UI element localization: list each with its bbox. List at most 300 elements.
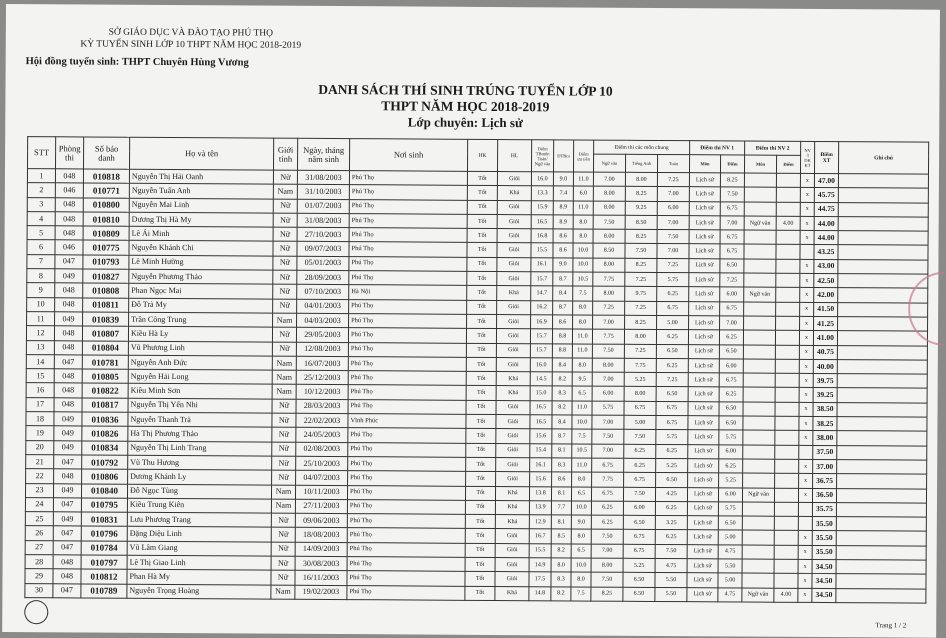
row-stt: 12 bbox=[26, 326, 54, 340]
row-name: Vũ Lâm Giang bbox=[127, 541, 271, 556]
row-xt: 35.50 bbox=[812, 545, 836, 559]
row-nv2-score: 4.00 bbox=[776, 216, 800, 230]
row-priority: 6.5 bbox=[571, 486, 591, 500]
row-nv2-score bbox=[775, 416, 799, 430]
row-pob: Phú Thọ bbox=[349, 256, 467, 271]
row-priority: 11.0 bbox=[573, 201, 593, 215]
row-pob: Phú Thọ bbox=[347, 571, 465, 586]
row-hk: Tốt bbox=[467, 300, 497, 314]
row-literature: 7.50 bbox=[591, 572, 623, 586]
row-name: Nguyễn Thị Yến Nhi bbox=[128, 398, 272, 413]
row-nv1-score: 7.00 bbox=[720, 216, 744, 230]
row-math: 6.25 bbox=[655, 501, 687, 515]
row-hk: Tốt bbox=[466, 472, 496, 486]
row-math: 7.25 bbox=[657, 258, 689, 272]
row-nv2-subject bbox=[743, 345, 775, 359]
row-hl: Giỏi bbox=[497, 229, 531, 244]
row-note bbox=[837, 417, 927, 432]
row-name: Nguyễn Thị Linh Trang bbox=[128, 441, 272, 456]
row-stt: 16 bbox=[26, 383, 54, 397]
row-stt: 15 bbox=[26, 369, 54, 383]
results-table bbox=[24, 136, 929, 603]
row-hk: Tốt bbox=[466, 400, 496, 414]
row-nv1-score: 4.75 bbox=[718, 587, 742, 601]
row-literature: 7.00 bbox=[593, 172, 625, 186]
row-tbcm: 16.5 bbox=[531, 215, 553, 229]
row-english: 5.25 bbox=[624, 372, 656, 386]
row-nv1-score: 7.00 bbox=[720, 316, 744, 330]
row-nv2-subject bbox=[743, 459, 775, 473]
row-hk: Tốt bbox=[466, 343, 496, 357]
row-dtbcs: 9.0 bbox=[553, 258, 573, 272]
row-nv1-score: 5.75 bbox=[718, 502, 742, 516]
row-nv1-subject: Lịch sử bbox=[688, 359, 719, 373]
row-nv1-subject: Lịch sử bbox=[689, 201, 720, 215]
row-nv2-score bbox=[775, 373, 799, 387]
row-priority: 10.0 bbox=[572, 415, 592, 429]
row-nv2-subject bbox=[743, 359, 775, 373]
row-tbcm: 16.5 bbox=[530, 400, 552, 414]
row-priority: 10.5 bbox=[572, 444, 592, 458]
row-pob: Phú Thọ bbox=[349, 228, 467, 243]
row-name: Nguyễn Trọng Hoàng bbox=[127, 584, 271, 599]
col-sub-english: Tiếng Anh bbox=[625, 154, 657, 172]
row-pob: Hà Nội bbox=[349, 285, 467, 300]
row-priority: 8.0 bbox=[571, 529, 591, 543]
row-literature: 6.75 bbox=[592, 458, 624, 472]
row-math: 5.50 bbox=[655, 587, 687, 601]
row-english: 8.25 bbox=[625, 229, 657, 243]
row-pob: Phú Thọ bbox=[349, 185, 467, 200]
row-room: 046 bbox=[55, 183, 83, 197]
col-hk: HK bbox=[467, 139, 497, 171]
row-room: 048 bbox=[54, 469, 82, 483]
row-note bbox=[838, 188, 928, 203]
row-sbd: 010826 bbox=[82, 426, 128, 441]
row-literature: 8.00 bbox=[593, 258, 625, 272]
row-hk: Tốt bbox=[465, 514, 495, 528]
row-name: Đỗ Ngọc Tùng bbox=[127, 484, 271, 499]
row-tbcm: 16.2 bbox=[531, 300, 553, 314]
row-nv3 bbox=[799, 445, 813, 459]
row-stt: 27 bbox=[25, 540, 53, 554]
row-pob: Phú Thọ bbox=[347, 542, 465, 557]
row-tbcm: 15.5 bbox=[529, 543, 551, 557]
row-hl: Khá bbox=[495, 515, 529, 530]
row-room: 048 bbox=[55, 169, 83, 183]
row-english: 8.00 bbox=[624, 330, 656, 344]
row-sbd: 010804 bbox=[82, 341, 128, 356]
row-tbcm: 15.7 bbox=[530, 329, 552, 343]
row-hk: Tốt bbox=[467, 186, 497, 200]
row-hk: Tốt bbox=[466, 371, 496, 385]
row-english: 6.75 bbox=[623, 544, 655, 558]
row-dob: 31/08/2003 bbox=[297, 213, 349, 228]
row-nv3: x bbox=[800, 316, 814, 330]
row-nv2-score bbox=[774, 516, 798, 530]
row-name: Nguyễn Tuấn Anh bbox=[129, 184, 273, 199]
row-literature: 7.50 bbox=[592, 429, 624, 443]
row-xt: 44.00 bbox=[814, 231, 838, 245]
row-room: 048 bbox=[54, 369, 82, 383]
row-sbd: 010806 bbox=[82, 469, 128, 484]
row-dtbcs: 8.7 bbox=[553, 301, 573, 315]
row-hl: Giỏi bbox=[497, 272, 531, 287]
row-math: 6.25 bbox=[656, 444, 688, 458]
row-nv3: x bbox=[799, 416, 813, 430]
row-tbcm: 15.4 bbox=[530, 443, 552, 457]
row-pob: Phú Thọ bbox=[348, 328, 466, 343]
row-nv1-subject: Lịch sử bbox=[689, 287, 720, 301]
row-tbcm: 16.1 bbox=[530, 458, 552, 472]
row-english: 7.50 bbox=[623, 487, 655, 501]
row-sbd: 010811 bbox=[83, 298, 129, 313]
row-tbcm: 15.7 bbox=[531, 272, 553, 286]
row-nv2-score bbox=[774, 502, 798, 516]
row-nv1-subject: Lịch sử bbox=[687, 544, 718, 558]
row-nv2-subject bbox=[743, 416, 775, 430]
row-math: 7.00 bbox=[657, 244, 689, 258]
row-dtbcs: 8.1 bbox=[552, 443, 572, 457]
row-stt: 6 bbox=[27, 240, 55, 254]
title-line-2: THPT NĂM HỌC 2018-2019 bbox=[381, 98, 550, 115]
row-hl: Giỏi bbox=[495, 558, 529, 573]
col-gender: Giới tính bbox=[273, 138, 297, 170]
row-pob: Vĩnh Phúc bbox=[348, 414, 466, 429]
row-nv2-score bbox=[775, 388, 799, 402]
row-note bbox=[837, 402, 927, 417]
row-sbd: 010839 bbox=[83, 312, 129, 327]
row-dtbcs: 8.4 bbox=[553, 286, 573, 300]
row-literature: 7.75 bbox=[593, 272, 625, 286]
row-english: 5.25 bbox=[623, 558, 655, 572]
col-group-nv2: Điểm thi NV 2 bbox=[745, 141, 801, 155]
council-name: Hội đồng tuyển sinh: THPT Chuyên Hùng Vương bbox=[25, 56, 249, 69]
row-pob: Phú Thọ bbox=[348, 385, 466, 400]
row-room: 048 bbox=[55, 283, 83, 297]
row-note bbox=[837, 445, 927, 460]
row-stt: 11 bbox=[27, 312, 55, 326]
row-sbd: 010784 bbox=[81, 541, 127, 556]
row-priority: 8.0 bbox=[572, 472, 592, 486]
row-nv1-score: 6.25 bbox=[719, 387, 743, 401]
row-sbd: 010808 bbox=[83, 283, 129, 298]
row-nv1-subject: Lịch sử bbox=[687, 559, 718, 573]
row-hk: Tốt bbox=[467, 200, 497, 214]
row-nv2-subject bbox=[742, 516, 774, 530]
row-gender: Nam bbox=[273, 313, 297, 327]
row-nv3: x bbox=[800, 202, 814, 216]
row-nv2-subject bbox=[744, 273, 776, 287]
row-room: 048 bbox=[53, 555, 81, 569]
row-pob: Phú Thọ bbox=[348, 471, 466, 486]
row-note bbox=[836, 560, 926, 575]
row-nv1-score: 6.50 bbox=[720, 259, 744, 273]
row-xt: 39.75 bbox=[813, 374, 837, 388]
row-nv2-score bbox=[775, 459, 799, 473]
row-room: 047 bbox=[53, 498, 81, 512]
row-nv1-score: 5.50 bbox=[718, 559, 742, 573]
row-tbcm: 14.5 bbox=[530, 372, 552, 386]
row-note bbox=[837, 388, 927, 403]
row-nv3: x bbox=[798, 545, 812, 559]
row-nv2-subject bbox=[743, 473, 775, 487]
row-nv3: x bbox=[800, 231, 814, 245]
row-note bbox=[836, 488, 926, 503]
row-nv2-subject bbox=[744, 202, 776, 216]
row-literature: 6.25 bbox=[591, 515, 623, 529]
row-stt: 23 bbox=[25, 483, 53, 497]
row-dob: 25/12/2003 bbox=[296, 370, 348, 385]
row-nv3: x bbox=[798, 488, 812, 502]
row-nv3: x bbox=[799, 374, 813, 388]
row-tbcm: 14.8 bbox=[529, 586, 551, 600]
row-dob: 19/02/2003 bbox=[295, 585, 347, 600]
row-pob: Phú Thọ bbox=[347, 557, 465, 572]
row-nv3: x bbox=[800, 288, 814, 302]
row-hl: Giỏi bbox=[495, 529, 529, 544]
row-gender: Nữ bbox=[273, 170, 297, 184]
row-dtbcs: 9.0 bbox=[553, 172, 573, 186]
row-stt: 13 bbox=[26, 340, 54, 354]
row-math: 5.75 bbox=[656, 430, 688, 444]
row-nv1-score: 6.75 bbox=[720, 230, 744, 244]
row-priority: 10.5 bbox=[573, 272, 593, 286]
row-nv1-subject: Lịch sử bbox=[689, 173, 720, 187]
title-line-1: DANH SÁCH THÍ SINH TRÚNG TUYỂN LỚP 10 bbox=[318, 81, 613, 99]
row-hl: Khá bbox=[495, 486, 529, 501]
row-note bbox=[836, 531, 926, 546]
row-nv2-score bbox=[775, 402, 799, 416]
row-nv1-subject: Lịch sử bbox=[689, 244, 720, 258]
row-literature: 7.50 bbox=[592, 344, 624, 358]
row-room: 049 bbox=[55, 269, 83, 283]
row-hl: Giỏi bbox=[497, 214, 531, 229]
row-xt: 44.00 bbox=[814, 216, 838, 230]
col-tbcm: Điểm TBmôn Toán/ Ngữ văn bbox=[531, 140, 553, 172]
row-name: Nguyễn Thị Hải Oanh bbox=[129, 169, 273, 184]
row-nv1-subject: Lịch sử bbox=[688, 473, 719, 487]
row-gender: Nữ bbox=[272, 327, 296, 341]
row-math: 7.00 bbox=[657, 215, 689, 229]
row-name: Phan Ngọc Mai bbox=[129, 284, 273, 299]
row-nv2-subject: Ngữ văn bbox=[744, 287, 776, 301]
row-literature: 8.00 bbox=[593, 229, 625, 243]
row-room: 048 bbox=[54, 326, 82, 340]
row-hk: Tốt bbox=[466, 414, 496, 428]
row-gender: Nữ bbox=[273, 285, 297, 299]
row-dob: 25/10/2003 bbox=[296, 456, 348, 471]
row-note bbox=[837, 345, 927, 360]
row-literature: 7.00 bbox=[591, 544, 623, 558]
header-block bbox=[46, 26, 336, 52]
row-english: 8.00 bbox=[625, 172, 657, 186]
row-nv3: x bbox=[798, 588, 812, 602]
row-tbcm: 15.5 bbox=[531, 243, 553, 257]
row-gender: Nam bbox=[271, 499, 295, 513]
row-nv2-score bbox=[776, 288, 800, 302]
row-nv1-score: 6.50 bbox=[719, 416, 743, 430]
row-nv2-subject bbox=[742, 545, 774, 559]
row-priority: 11.0 bbox=[573, 172, 593, 186]
row-room: 049 bbox=[54, 412, 82, 426]
row-nv1-subject: Lịch sử bbox=[688, 330, 719, 344]
row-nv2-score bbox=[775, 345, 799, 359]
row-dob: 22/02/2003 bbox=[296, 413, 348, 428]
row-hk: Tốt bbox=[466, 457, 496, 471]
row-nv2-score bbox=[774, 531, 798, 545]
row-nv2-subject bbox=[743, 430, 775, 444]
row-english: 7.50 bbox=[625, 244, 657, 258]
row-nv2-subject bbox=[743, 387, 775, 401]
row-math: 6.50 bbox=[656, 344, 688, 358]
row-note bbox=[836, 588, 926, 603]
row-math: 5.50 bbox=[655, 573, 687, 587]
row-nv1-score: 6.25 bbox=[719, 330, 743, 344]
col-sub-literature: Ngữ văn bbox=[593, 154, 625, 172]
row-gender: Nữ bbox=[271, 556, 295, 570]
row-dob: 31/10/2003 bbox=[297, 185, 349, 200]
row-literature: 7.50 bbox=[591, 530, 623, 544]
row-priority: 10.0 bbox=[573, 258, 593, 272]
row-literature: 8.00 bbox=[592, 358, 624, 372]
row-xt: 43.25 bbox=[814, 245, 838, 259]
row-nv1-subject: Lịch sử bbox=[687, 573, 718, 587]
row-priority: 11.0 bbox=[572, 401, 592, 415]
row-nv1-subject: Lịch sử bbox=[689, 316, 720, 330]
row-dtbcs: 8.2 bbox=[551, 586, 571, 600]
row-gender: Nữ bbox=[273, 256, 297, 270]
row-hl: Giỏi bbox=[496, 429, 530, 444]
row-nv1-subject: Lịch sử bbox=[687, 516, 718, 530]
row-sbd: 010771 bbox=[83, 183, 129, 198]
row-nv2-subject: Ngữ văn bbox=[744, 216, 776, 230]
row-hl: Giỏi bbox=[496, 415, 530, 430]
row-stt: 4 bbox=[27, 212, 55, 226]
row-hl: Giỏi bbox=[496, 400, 530, 415]
row-hk: Tốt bbox=[467, 286, 497, 300]
row-note bbox=[837, 331, 927, 346]
row-dtbcs: 7.7 bbox=[551, 501, 571, 515]
row-nv2-score bbox=[774, 488, 798, 502]
col-sub-math: Toán bbox=[657, 154, 689, 172]
row-english: 9.75 bbox=[625, 287, 657, 301]
row-dtbcs: 8.5 bbox=[551, 529, 571, 543]
row-nv2-subject bbox=[743, 330, 775, 344]
row-stt: 19 bbox=[26, 426, 54, 440]
row-nv1-subject: Lịch sử bbox=[687, 487, 718, 501]
row-tbcm: 13.3 bbox=[531, 186, 553, 200]
row-sbd: 010817 bbox=[82, 398, 128, 413]
row-stt: 20 bbox=[26, 440, 54, 454]
col-nv2-score: Điểm bbox=[776, 155, 800, 173]
row-dob: 01/07/2003 bbox=[297, 199, 349, 214]
row-nv2-score bbox=[776, 259, 800, 273]
row-nv1-score: 6.00 bbox=[719, 445, 743, 459]
row-dob: 04/07/2003 bbox=[296, 471, 348, 486]
row-gender: Nữ bbox=[271, 570, 295, 584]
row-nv3: x bbox=[800, 302, 814, 316]
row-pob: Phú Thọ bbox=[347, 585, 465, 600]
row-nv2-subject bbox=[742, 573, 774, 587]
row-nv2-subject bbox=[744, 187, 776, 201]
row-hl: Giỏi bbox=[497, 314, 531, 329]
row-stt: 18 bbox=[26, 412, 54, 426]
row-math: 3.25 bbox=[655, 516, 687, 530]
row-xt: 38.50 bbox=[813, 402, 837, 416]
row-gender: Nữ bbox=[272, 413, 296, 427]
row-nv1-score: 8.25 bbox=[720, 173, 744, 187]
row-gender: Nữ bbox=[273, 227, 297, 241]
row-nv2-score bbox=[775, 330, 799, 344]
row-hl: Giỏi bbox=[496, 343, 530, 358]
row-nv3: x bbox=[798, 574, 812, 588]
row-dtbcs: 8.4 bbox=[552, 358, 572, 372]
row-xt: 35.50 bbox=[812, 531, 836, 545]
row-dtbcs: 8.9 bbox=[553, 200, 573, 214]
row-nv2-subject bbox=[744, 173, 776, 187]
row-tbcm: 15.6 bbox=[530, 472, 552, 486]
row-sbd: 010840 bbox=[81, 484, 127, 499]
row-nv1-score: 6.50 bbox=[718, 516, 742, 530]
row-dtbcs: 8.8 bbox=[552, 343, 572, 357]
row-pob: Phú Thọ bbox=[347, 514, 465, 529]
row-tbcm: 12.9 bbox=[529, 515, 551, 529]
col-sbd: Số báo danh bbox=[83, 137, 129, 169]
row-english: 7.50 bbox=[624, 430, 656, 444]
row-hk: Tốt bbox=[466, 386, 496, 400]
row-dob: 28/03/2003 bbox=[296, 399, 348, 414]
row-nv1-subject: Lịch sử bbox=[688, 401, 719, 415]
row-nv2-score bbox=[776, 173, 800, 187]
document-sheet bbox=[2, 4, 940, 638]
row-pob: Phú Thọ bbox=[349, 299, 467, 314]
row-nv3 bbox=[800, 245, 814, 259]
row-priority: 8.0 bbox=[573, 215, 593, 229]
row-stt: 26 bbox=[25, 526, 53, 540]
row-nv1-score: 6.00 bbox=[719, 359, 743, 373]
row-sbd: 010800 bbox=[83, 198, 129, 213]
row-gender: Nữ bbox=[273, 270, 297, 284]
row-literature: 6.25 bbox=[591, 501, 623, 515]
row-pob: Phú Thọ bbox=[348, 356, 466, 371]
row-nv3: x bbox=[799, 359, 813, 373]
row-literature: 5.75 bbox=[592, 401, 624, 415]
row-name: Lê Minh Hường bbox=[129, 255, 273, 270]
row-dtbcs: 8.3 bbox=[552, 458, 572, 472]
row-nv1-score: 7.25 bbox=[720, 273, 744, 287]
row-hk: Tốt bbox=[467, 243, 497, 257]
row-xt: 45.75 bbox=[814, 188, 838, 202]
row-sbd: 010807 bbox=[82, 326, 128, 341]
row-english: 6.25 bbox=[624, 458, 656, 472]
row-xt: 43.00 bbox=[814, 259, 838, 273]
row-sbd: 010805 bbox=[82, 369, 128, 384]
row-dob: 09/06/2003 bbox=[295, 513, 347, 528]
row-nv2-subject bbox=[744, 302, 776, 316]
row-nv2-subject bbox=[743, 402, 775, 416]
row-dob: 31/08/2003 bbox=[297, 170, 349, 185]
row-stt: 2 bbox=[27, 183, 55, 197]
row-room: 049 bbox=[55, 312, 83, 326]
exam-name: KỲ TUYỂN SINH LỚP 10 THPT NĂM HỌC 2018-2019 bbox=[80, 39, 302, 51]
row-nv3: x bbox=[800, 273, 814, 287]
row-hl: Giỏi bbox=[495, 572, 529, 587]
row-dob: 04/03/2003 bbox=[297, 313, 349, 328]
row-math: 6.75 bbox=[656, 401, 688, 415]
row-xt: 40.00 bbox=[813, 359, 837, 373]
row-stt: 30 bbox=[25, 583, 53, 597]
